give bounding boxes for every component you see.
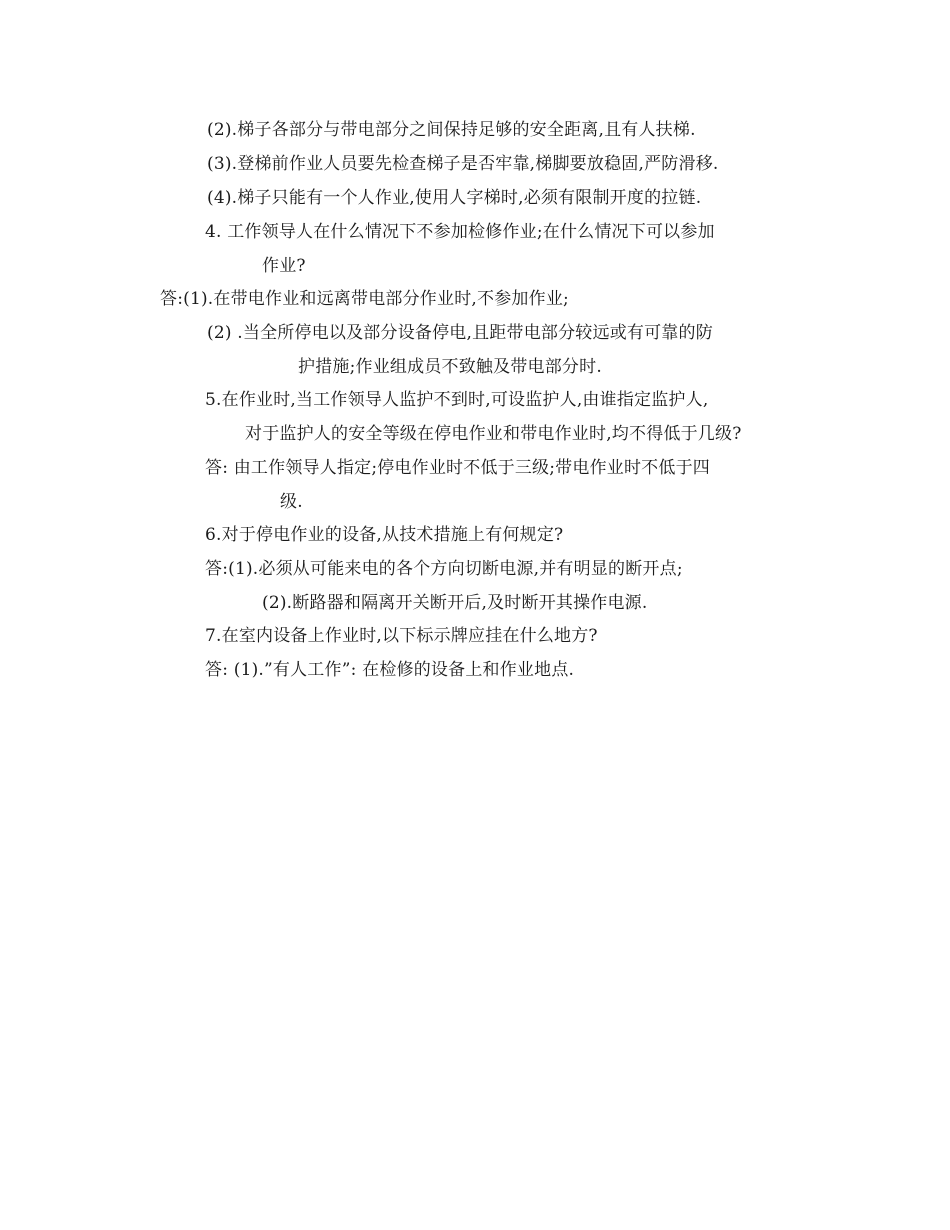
text-line: 对于监护人的安全等级在停电作业和带电作业时,均不得低于几级? xyxy=(245,424,742,444)
text-line: 级. xyxy=(280,492,303,512)
text-line: (3).登梯前作业人员要先检查梯子是否牢靠,梯脚要放稳固,严防滑移. xyxy=(207,154,719,174)
question-5: 5.在作业时,当工作领导人监护不到时,可设监护人,由谁指定监护人, xyxy=(205,390,709,410)
question-4: 4. 工作领导人在什么情况下不参加检修作业;在什么情况下可以参加 xyxy=(205,222,715,242)
text-line: (4).梯子只能有一个人作业,使用人字梯时,必须有限制开度的拉链. xyxy=(207,188,702,208)
text-line: 作业? xyxy=(262,256,306,276)
answer-5: 答: 由工作领导人指定;停电作业时不低于三级;带电作业时不低于四 xyxy=(205,458,710,478)
question-7: 7.在室内设备上作业时,以下标示牌应挂在什么地方? xyxy=(205,626,598,646)
answer-4: 答:(1).在带电作业和远离带电部分作业时,不参加作业; xyxy=(160,289,569,309)
text-line: (2).梯子各部分与带电部分之间保持足够的安全距离,且有人扶梯. xyxy=(207,120,696,140)
text-line: (2).断路器和隔离开关断开后,及时断开其操作电源. xyxy=(262,593,648,613)
text-line: (2) .当全所停电以及部分设备停电,且距带电部分较远或有可靠的防 xyxy=(207,323,713,343)
text-line: 护措施;作业组成员不致触及带电部分时. xyxy=(298,357,602,377)
question-6: 6.对于停电作业的设备,从技术措施上有何规定? xyxy=(205,525,564,545)
answer-7: 答: (1).”有人工作”: 在检修的设备上和作业地点. xyxy=(205,660,575,680)
answer-6: 答:(1).必须从可能来电的各个方向切断电源,并有明显的断开点; xyxy=(205,559,683,579)
